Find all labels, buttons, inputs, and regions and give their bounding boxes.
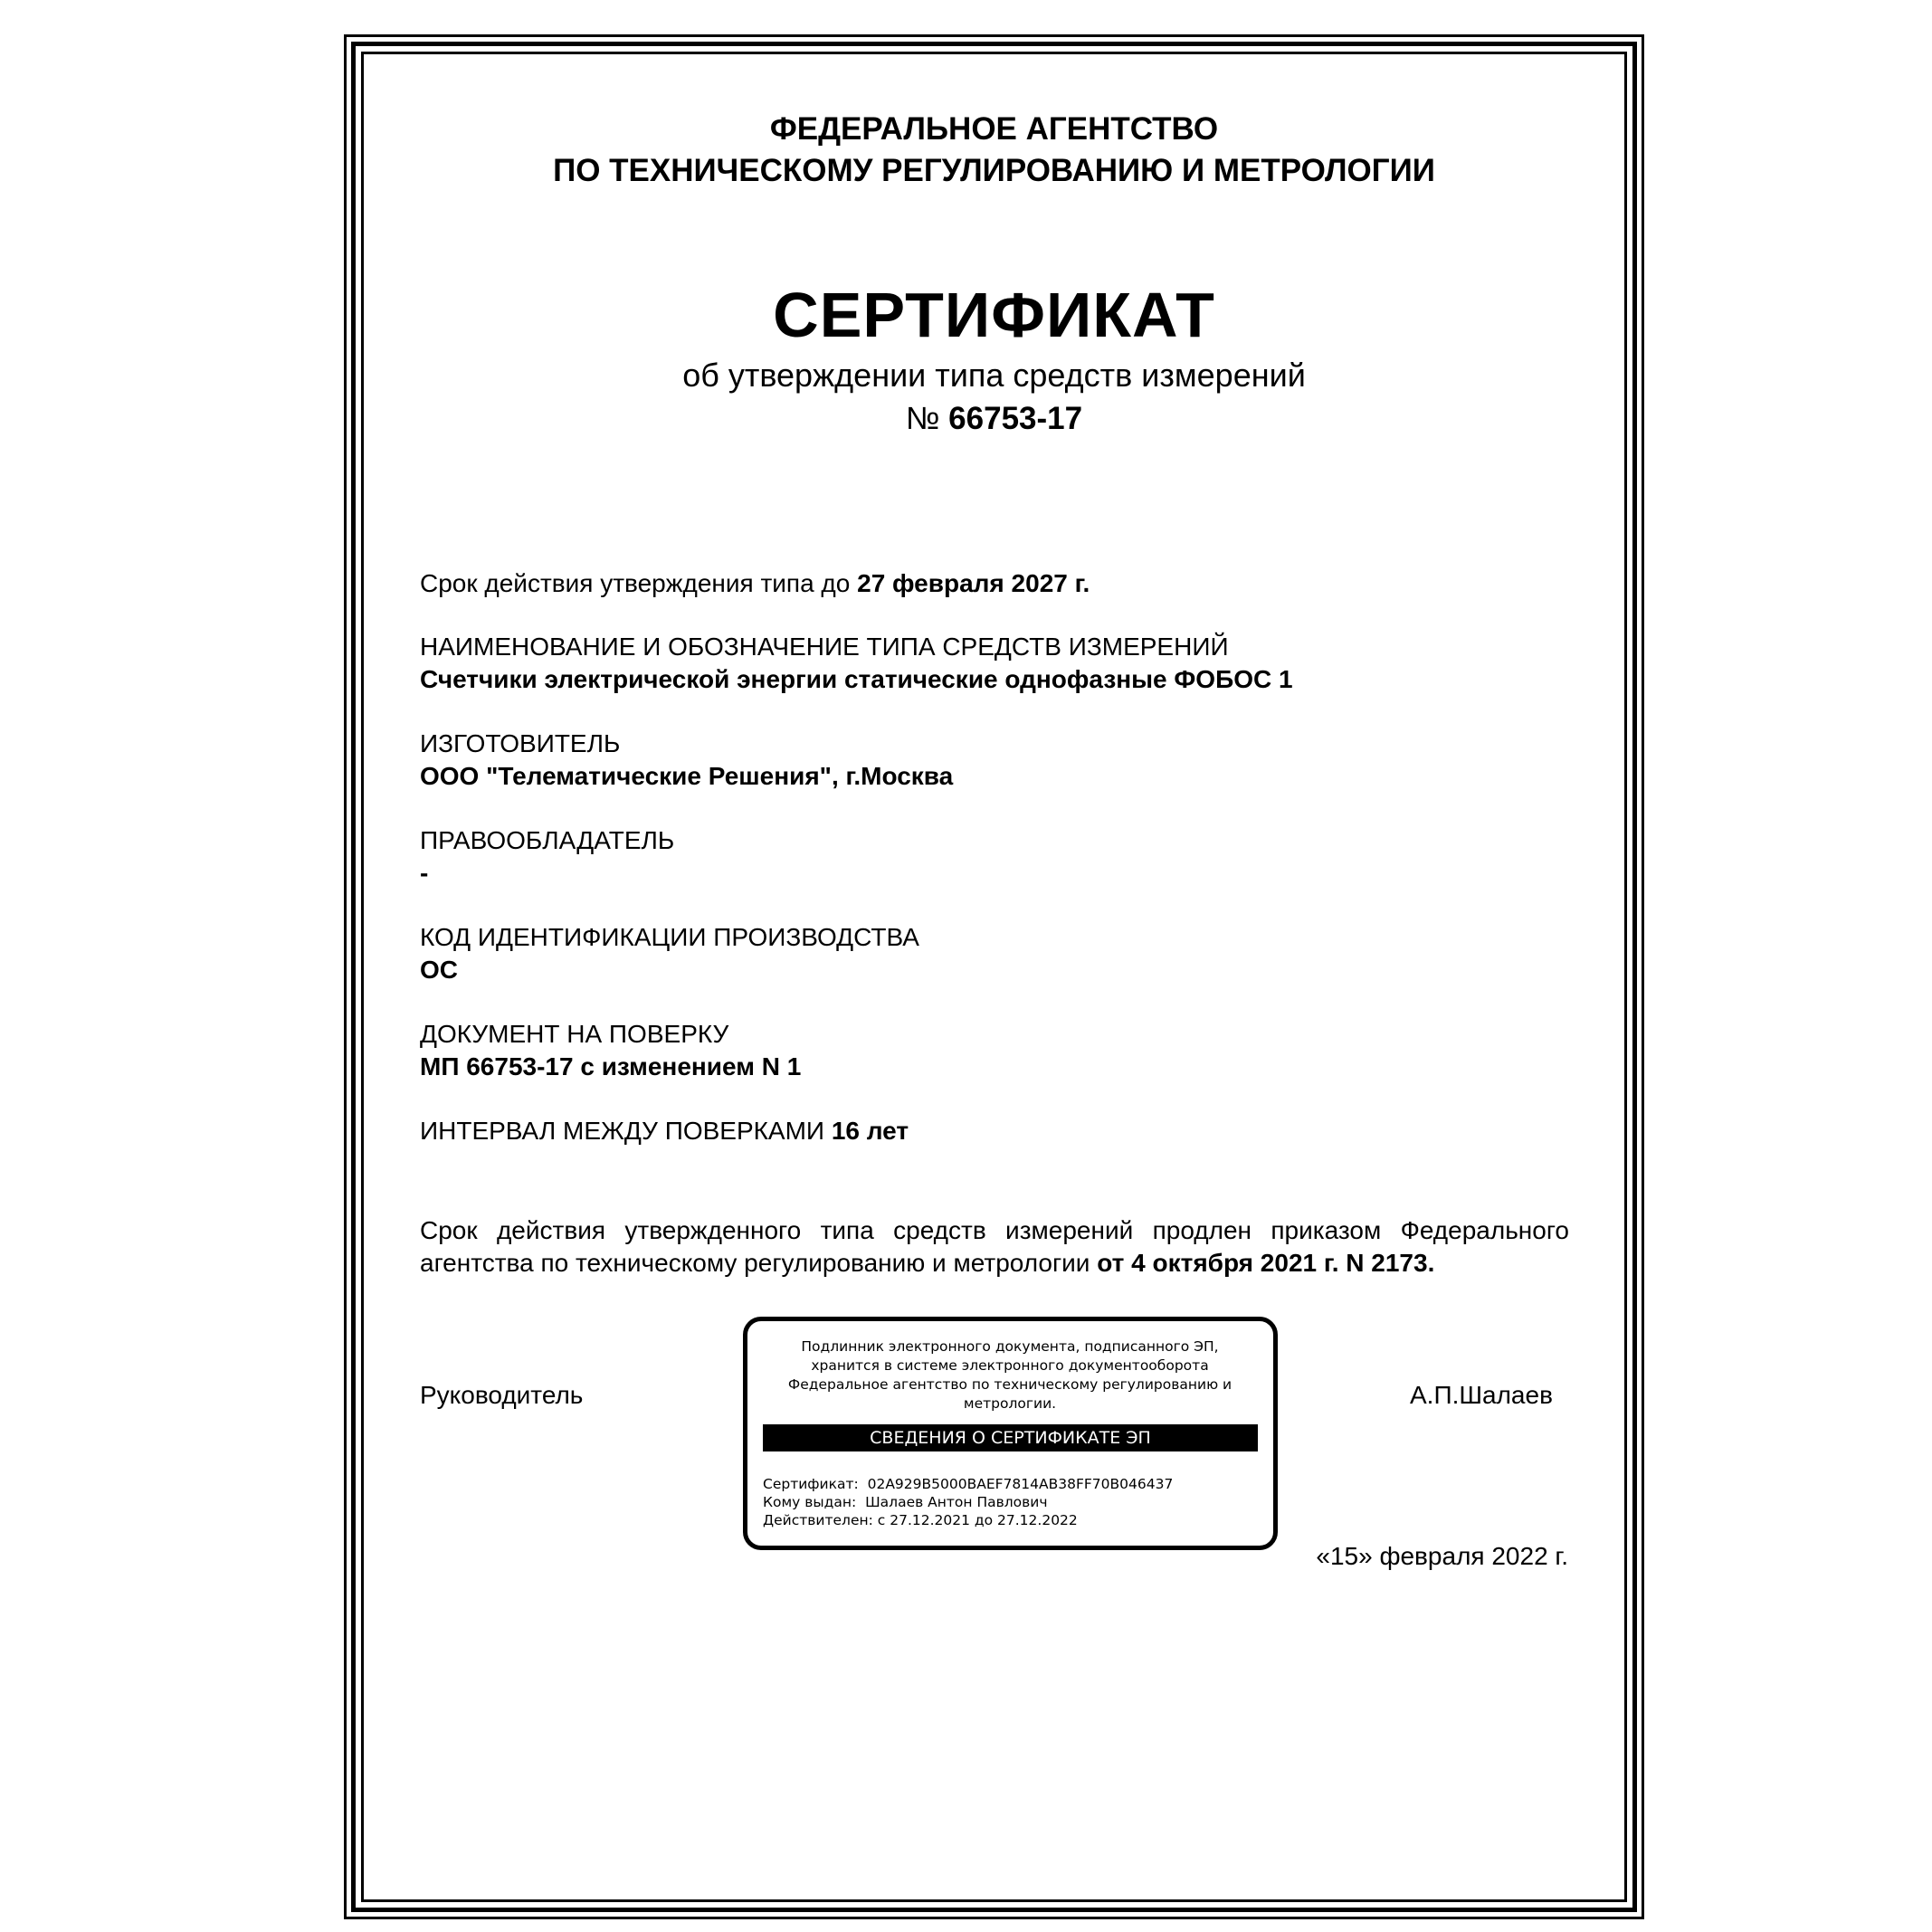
field-production-code [420,921,1569,986]
field-verification-document [420,1018,1569,1083]
extension-line-2 [420,1247,1569,1280]
stamp-cert-value: 02A929B5000BAEF7814AB38FF70B046437 [867,1476,1174,1492]
stamp-cert-label: Сертификат: [763,1476,859,1492]
agency-line-1: ФЕДЕРАЛЬНОЕ АГЕНТСТВО [769,111,1219,147]
stamp-issued-row [763,1493,1173,1511]
interval-value: 16 лет [831,1117,909,1145]
field-manufacturer [420,728,1569,793]
field-label: ПРАВООБЛАДАТЕЛЬ [420,826,675,854]
agency-line-2: ПО ТЕХНИЧЕСКОМУ РЕГУЛИРОВАНИЮ И МЕТРОЛОГИИ [553,153,1435,188]
field-value: ООО "Телематические Решения", г.Москва [420,762,954,790]
document-subtitle: об утверждении типа средств измерений [682,357,1306,394]
interval-line [420,1115,1569,1147]
number-value: 66753-17 [948,401,1083,436]
field-value: - [420,859,429,887]
document-title: СЕРТИФИКАТ [773,280,1215,350]
agency-name [364,109,1624,192]
field-type-name [420,631,1569,696]
validity-label: Срок действия утверждения типа до [420,569,851,597]
field-label: ДОКУМЕНТ НА ПОВЕРКУ [420,1020,729,1048]
signatory-name: А.П.Шалаев [1410,1381,1553,1409]
stamp-details [763,1475,1173,1529]
validity-value: 27 февраля 2027 г. [857,569,1090,597]
field-value: ОС [420,956,458,984]
stamp-cert-row [763,1475,1173,1493]
signatory-role: Руководитель [420,1381,584,1409]
stamp-notice: Подлинник электронного документа, подписанного ЭП, хранится в системе электронного документооборота Федеральное агентство по техническому регулированию и метрологии. [787,1338,1232,1412]
signature-date: «15» февраля 2022 г. [1316,1542,1568,1570]
field-value: МП 66753-17 с изменением N 1 [420,1052,802,1080]
extension-order: от 4 октября 2021 г. N 2173. [1097,1249,1435,1277]
field-value: Счетчики электрической энергии статические однофазные ФОБОС 1 [420,665,1293,693]
field-rightholder [420,824,1569,890]
field-label: ИЗГОТОВИТЕЛЬ [420,729,621,757]
extension-line-2-text: агентства по техническому регулированию и метрологии [420,1249,1090,1277]
electronic-signature-stamp [743,1317,1278,1550]
interval-label: ИНТЕРВАЛ МЕЖДУ ПОВЕРКАМИ [420,1117,825,1145]
validity-line [420,567,1569,600]
extension-paragraph [420,1214,1569,1280]
field-label: КОД ИДЕНТИФИКАЦИИ ПРОИЗВОДСТВА [420,923,919,951]
field-label: НАИМЕНОВАНИЕ И ОБОЗНАЧЕНИЕ ТИПА СРЕДСТВ ИЗМЕРЕНИЙ [420,633,1229,661]
stamp-valid-row [763,1511,1173,1529]
stamp-issued-value: Шалаев Антон Павлович [865,1494,1048,1510]
stamp-header-bar: СВЕДЕНИЯ О СЕРТИФИКАТЕ ЭП [763,1424,1258,1451]
stamp-valid-label: Действителен: [763,1512,873,1528]
certificate-number [364,398,1624,440]
number-prefix: № [905,401,940,436]
stamp-valid-value: с 27.12.2021 до 27.12.2022 [877,1512,1078,1528]
stamp-issued-label: Кому выдан: [763,1494,857,1510]
extension-line-1: Срок действия утвержденного типа средств измерений продлен приказом Федерального [420,1216,1569,1244]
